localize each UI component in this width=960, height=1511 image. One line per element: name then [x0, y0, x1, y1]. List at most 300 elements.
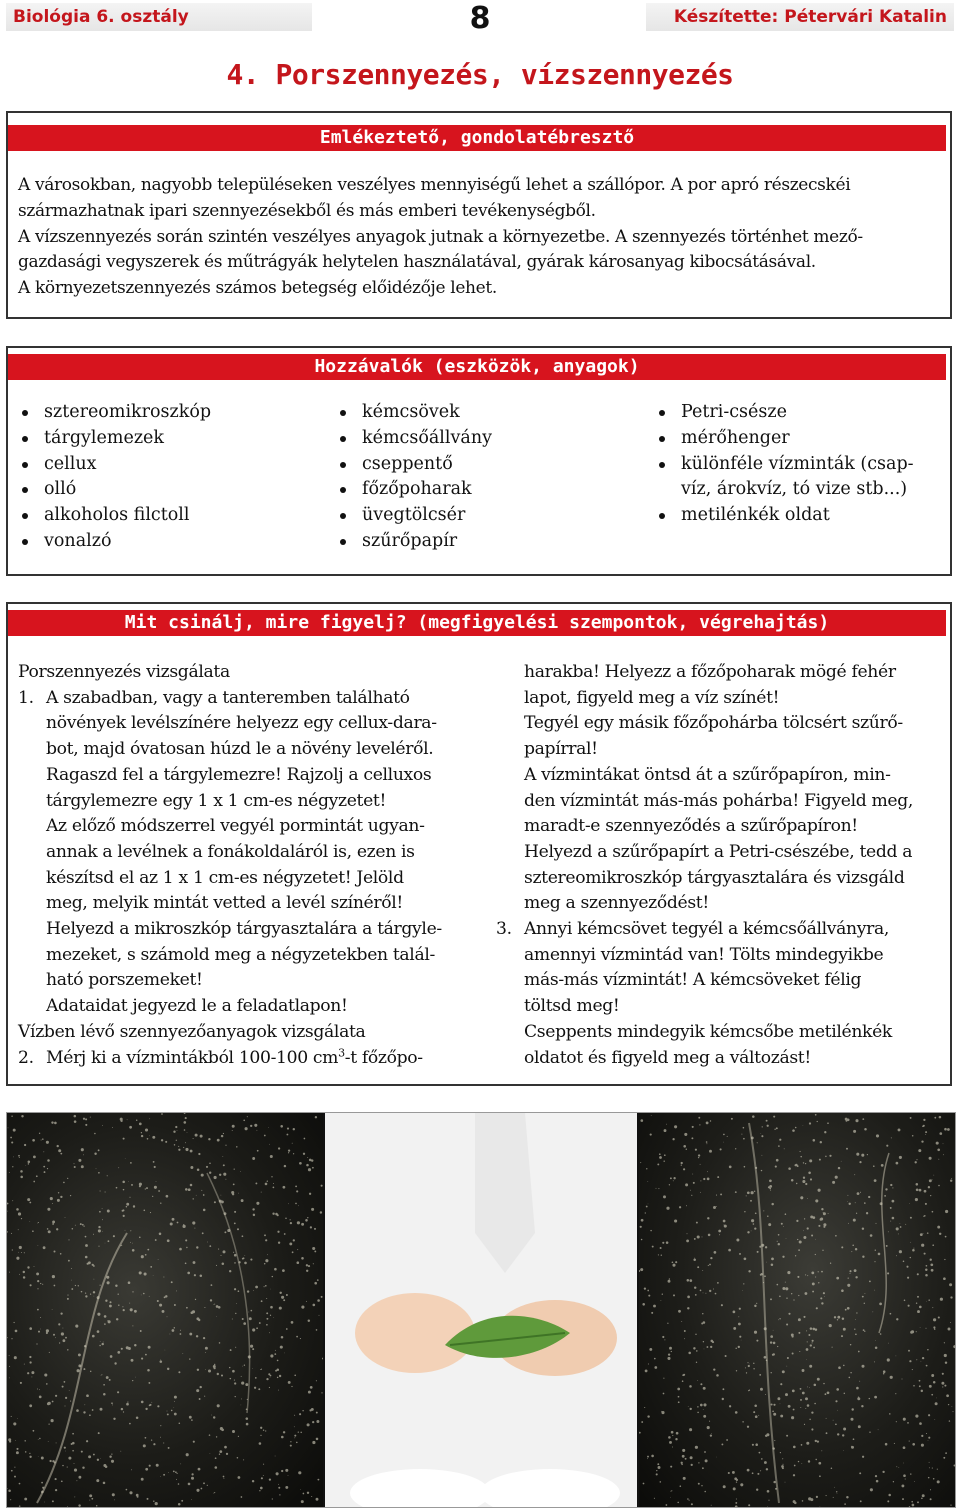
dust-speck [314, 1282, 317, 1285]
dust-speck [723, 1485, 726, 1488]
dust-speck [930, 1263, 933, 1266]
dust-speck [176, 1140, 177, 1141]
dust-speck [920, 1327, 921, 1328]
dust-speck [691, 1464, 693, 1466]
dust-speck [176, 1290, 177, 1291]
dust-speck [293, 1128, 295, 1130]
dust-speck [264, 1135, 266, 1137]
dust-speck [263, 1430, 264, 1431]
dust-speck [242, 1235, 244, 1237]
dust-speck [741, 1134, 742, 1135]
dust-speck [81, 1165, 84, 1168]
step-line: Annyi kémcsövet tegyél a kémcsőállványra, [524, 919, 890, 940]
dust-speck [876, 1480, 879, 1483]
dust-speck [14, 1467, 15, 1468]
dust-speck [807, 1227, 809, 1229]
step-text: Mérj ki a vízmintákból 100-100 cm [46, 1047, 339, 1068]
dust-speck [276, 1472, 279, 1475]
dust-speck [90, 1117, 91, 1118]
dust-speck [908, 1305, 910, 1307]
dust-speck [738, 1323, 741, 1326]
dust-speck [99, 1345, 101, 1347]
dust-speck [775, 1166, 777, 1168]
dust-speck [929, 1467, 930, 1468]
dust-speck [177, 1130, 178, 1131]
dust-speck [847, 1195, 848, 1196]
dust-speck [892, 1217, 895, 1220]
dust-speck [173, 1131, 175, 1133]
dust-speck [869, 1281, 871, 1283]
dust-speck [912, 1443, 915, 1446]
dust-speck [684, 1133, 687, 1136]
dust-speck [798, 1461, 799, 1462]
dust-speck [7, 1211, 8, 1212]
dust-speck [796, 1220, 798, 1222]
dust-speck [296, 1442, 298, 1444]
dust-speck [755, 1212, 757, 1214]
dust-speck [862, 1118, 864, 1120]
dust-speck [23, 1271, 25, 1273]
dust-speck [59, 1342, 60, 1343]
dust-speck [641, 1219, 644, 1222]
dust-speck [159, 1304, 162, 1307]
dust-speck [703, 1341, 704, 1342]
dust-speck [722, 1388, 724, 1390]
dust-speck [18, 1252, 19, 1253]
dust-speck [924, 1215, 926, 1217]
dust-speck [219, 1454, 220, 1455]
dust-speck [232, 1130, 233, 1131]
dust-speck [74, 1496, 75, 1497]
dust-speck [213, 1493, 214, 1494]
dust-speck [256, 1327, 258, 1329]
dust-speck [682, 1455, 685, 1458]
dust-speck [47, 1208, 50, 1211]
dust-speck [765, 1394, 766, 1395]
dust-speck [870, 1234, 873, 1237]
dust-speck [760, 1388, 763, 1391]
dust-speck [672, 1138, 674, 1140]
dust-speck [291, 1321, 294, 1324]
dust-speck [229, 1270, 231, 1272]
dust-speck [898, 1128, 901, 1131]
dust-speck [29, 1221, 30, 1222]
step-line: papírral! [524, 739, 598, 760]
dust-speck [736, 1239, 739, 1242]
dust-speck [76, 1409, 79, 1412]
dust-speck [179, 1422, 181, 1424]
dust-speck [39, 1133, 40, 1134]
dust-speck [926, 1365, 928, 1367]
dust-speck [946, 1394, 949, 1397]
dust-speck [693, 1347, 695, 1349]
dust-speck [62, 1386, 64, 1388]
dust-speck [689, 1500, 690, 1501]
dust-speck [241, 1405, 242, 1406]
dust-speck [752, 1444, 754, 1446]
dust-speck [647, 1290, 649, 1292]
dust-speck [17, 1418, 18, 1419]
dust-speck [680, 1485, 682, 1487]
dust-speck [225, 1179, 226, 1180]
dust-speck [756, 1489, 758, 1491]
dust-speck [61, 1480, 63, 1482]
dust-speck [849, 1270, 851, 1272]
dust-speck [809, 1159, 812, 1162]
dust-speck [765, 1246, 767, 1248]
dust-speck [921, 1390, 923, 1392]
dust-speck [929, 1157, 932, 1160]
dust-speck [267, 1181, 268, 1182]
dust-speck [903, 1463, 904, 1464]
dust-speck [942, 1386, 943, 1387]
dust-speck [260, 1369, 261, 1370]
dust-speck [704, 1349, 705, 1350]
dust-speck [312, 1441, 315, 1444]
dust-speck [298, 1205, 299, 1206]
dust-speck [188, 1188, 191, 1191]
dust-speck [230, 1349, 232, 1351]
dust-speck [700, 1164, 701, 1165]
dust-speck [252, 1480, 254, 1482]
dust-speck [143, 1293, 145, 1295]
dust-speck [661, 1300, 662, 1301]
dust-speck [792, 1129, 795, 1132]
dust-speck [288, 1381, 291, 1384]
dust-speck [700, 1404, 703, 1407]
dust-speck [40, 1317, 41, 1318]
dust-speck [173, 1471, 175, 1473]
dust-speck [654, 1358, 656, 1360]
dust-speck [739, 1308, 741, 1310]
dust-speck [681, 1462, 683, 1464]
dust-speck [272, 1213, 274, 1215]
dust-speck [63, 1182, 65, 1184]
dust-speck [236, 1146, 237, 1147]
dust-speck [672, 1435, 673, 1436]
dust-speck [65, 1397, 67, 1399]
dust-speck [813, 1139, 816, 1142]
dust-speck [812, 1291, 814, 1293]
dust-speck [922, 1357, 924, 1359]
dust-speck [185, 1188, 188, 1191]
dust-speck [170, 1222, 173, 1225]
dust-speck [756, 1303, 757, 1304]
dust-speck [687, 1307, 689, 1309]
dust-particles-2 [639, 1113, 955, 1507]
dust-speck [132, 1325, 133, 1326]
dust-speck [187, 1132, 188, 1133]
dust-speck [860, 1500, 862, 1502]
dust-speck [760, 1274, 762, 1276]
dust-speck [29, 1202, 31, 1204]
dust-speck [707, 1178, 710, 1181]
dust-speck [898, 1467, 899, 1468]
dust-speck [770, 1341, 772, 1343]
dust-speck [241, 1496, 243, 1498]
dust-speck [761, 1170, 762, 1171]
dust-speck [805, 1274, 806, 1275]
dust-speck [801, 1444, 803, 1446]
dust-speck [211, 1415, 212, 1416]
dust-speck [7, 1337, 8, 1338]
dust-speck [217, 1373, 219, 1375]
dust-speck [703, 1409, 704, 1410]
dust-speck [18, 1229, 19, 1230]
dust-speck [195, 1134, 198, 1137]
dust-speck [141, 1135, 143, 1137]
dust-speck [752, 1472, 754, 1474]
dust-speck [777, 1284, 779, 1286]
dust-speck [700, 1180, 701, 1181]
dust-speck [214, 1201, 216, 1203]
page-header [0, 0, 960, 36]
dust-speck [54, 1122, 57, 1125]
dust-speck [837, 1410, 838, 1411]
dust-speck [901, 1484, 904, 1487]
dust-speck [78, 1353, 81, 1356]
dust-speck [121, 1348, 123, 1350]
dust-speck [244, 1255, 245, 1256]
dust-speck [716, 1206, 717, 1207]
dust-speck [770, 1298, 772, 1300]
dust-speck [306, 1270, 308, 1272]
dust-speck [770, 1190, 771, 1191]
dust-speck [191, 1311, 194, 1314]
dust-speck [196, 1389, 199, 1392]
dust-speck [74, 1120, 77, 1123]
dust-speck [277, 1377, 279, 1379]
dust-speck [312, 1167, 314, 1169]
dust-speck [793, 1500, 796, 1503]
dust-speck [939, 1233, 941, 1235]
dust-speck [773, 1413, 776, 1416]
dust-speck [185, 1117, 187, 1119]
dust-speck [47, 1228, 49, 1230]
dust-speck [234, 1211, 236, 1213]
dust-speck [196, 1335, 198, 1337]
dust-speck [186, 1307, 188, 1309]
dust-speck [710, 1346, 712, 1348]
dust-speck [853, 1219, 856, 1222]
dust-speck [211, 1284, 213, 1286]
dust-speck [797, 1239, 798, 1240]
list-item: főzőpoharak [334, 477, 634, 503]
dust-speck [29, 1356, 31, 1358]
dust-speck [926, 1433, 927, 1434]
dust-speck [810, 1215, 813, 1218]
dust-speck [691, 1503, 693, 1505]
dust-speck [126, 1203, 129, 1206]
dust-speck [910, 1217, 912, 1219]
dust-speck [162, 1310, 165, 1313]
dust-speck [56, 1228, 58, 1230]
dust-speck [664, 1339, 665, 1340]
dust-speck [772, 1410, 774, 1412]
dust-speck [876, 1134, 879, 1137]
dust-speck [186, 1453, 189, 1456]
dust-speck [752, 1115, 755, 1118]
dust-speck [44, 1502, 45, 1503]
dust-speck [795, 1255, 796, 1256]
dust-speck [650, 1134, 652, 1136]
dust-speck [931, 1374, 934, 1377]
dust-speck [859, 1161, 861, 1163]
dust-speck [851, 1446, 852, 1447]
dust-speck [713, 1368, 715, 1370]
dust-speck [641, 1239, 643, 1241]
dust-speck [71, 1443, 73, 1445]
dust-speck [874, 1179, 877, 1182]
dust-speck [708, 1234, 711, 1237]
dust-speck [784, 1148, 785, 1149]
dust-speck [729, 1166, 732, 1169]
dust-speck [238, 1436, 239, 1437]
dust-speck [191, 1499, 192, 1500]
dust-speck [949, 1420, 950, 1421]
dust-speck [171, 1281, 173, 1283]
dust-speck [156, 1181, 157, 1182]
dust-speck [761, 1155, 762, 1156]
dust-speck [316, 1498, 319, 1501]
dust-speck [811, 1235, 813, 1237]
dust-speck [71, 1268, 72, 1269]
dust-speck [883, 1370, 886, 1373]
dust-speck [200, 1135, 203, 1138]
dust-speck [10, 1499, 11, 1500]
dust-speck [666, 1124, 667, 1125]
dust-speck [720, 1193, 722, 1195]
dust-speck [198, 1153, 200, 1155]
dust-speck [933, 1318, 936, 1321]
dust-speck [317, 1279, 319, 1281]
dust-speck [157, 1300, 159, 1302]
dust-speck [52, 1309, 53, 1310]
dust-speck [884, 1195, 886, 1197]
dust-speck [300, 1432, 301, 1433]
dust-speck [817, 1121, 818, 1122]
dust-speck [214, 1176, 217, 1179]
dust-speck [705, 1293, 706, 1294]
dust-speck [688, 1406, 689, 1407]
dust-speck [758, 1415, 759, 1416]
dust-speck [662, 1294, 663, 1295]
dust-speck [874, 1290, 875, 1291]
dust-speck [112, 1127, 113, 1128]
dust-speck [312, 1247, 315, 1250]
materials-list-1 [16, 400, 316, 555]
dust-speck [149, 1296, 150, 1297]
step-line: mezeket, s számold meg a négyzetekben talál- [46, 944, 435, 965]
dust-speck [746, 1195, 747, 1196]
dust-speck [692, 1126, 694, 1128]
materials-list-2 [334, 400, 634, 555]
dust-speck [807, 1386, 808, 1387]
dust-speck [38, 1331, 40, 1333]
dust-speck [93, 1234, 94, 1235]
dust-speck [909, 1506, 910, 1507]
dust-speck [158, 1259, 159, 1260]
dust-speck [278, 1487, 280, 1489]
dust-speck [309, 1159, 312, 1162]
dust-speck [815, 1199, 818, 1202]
dust-speck [78, 1159, 81, 1162]
dust-speck [909, 1441, 910, 1442]
dust-speck [894, 1443, 895, 1444]
dust-speck [46, 1329, 49, 1332]
dust-speck [104, 1315, 107, 1318]
dust-speck [28, 1163, 30, 1165]
dust-speck [65, 1217, 66, 1218]
dust-speck [121, 1408, 123, 1410]
step-line: Ragaszd fel a tárgylemezre! Rajzolj a celluxos [46, 764, 432, 785]
dust-speck [886, 1145, 888, 1147]
dust-speck [650, 1230, 651, 1231]
dust-speck [208, 1138, 210, 1140]
dust-speck [210, 1299, 212, 1301]
dust-speck [196, 1489, 199, 1492]
dust-speck [869, 1432, 870, 1433]
dust-speck [695, 1334, 696, 1335]
dust-speck [260, 1435, 261, 1436]
dust-speck [306, 1264, 308, 1266]
dust-speck [131, 1184, 133, 1186]
dust-speck [223, 1476, 225, 1478]
dust-speck [639, 1270, 640, 1272]
dust-speck [46, 1383, 48, 1385]
dust-speck [781, 1223, 783, 1225]
dust-speck [125, 1230, 126, 1231]
dust-speck [950, 1296, 952, 1298]
list-item: szűrőpapír [334, 529, 634, 555]
dust-speck [944, 1342, 945, 1343]
dust-speck [917, 1310, 920, 1313]
step-line: harakba! Helyezz a főzőpoharak mögé fehér [524, 662, 896, 682]
dust-speck [663, 1160, 664, 1161]
dust-speck [651, 1455, 654, 1458]
dust-speck [57, 1145, 59, 1147]
dust-speck [214, 1364, 215, 1365]
list-item: tárgylemezek [16, 426, 316, 452]
dust-speck [266, 1324, 268, 1326]
dust-speck [843, 1428, 846, 1431]
dust-speck [296, 1261, 299, 1264]
dust-speck [953, 1345, 955, 1348]
dust-speck [55, 1478, 57, 1480]
dust-speck [8, 1438, 11, 1441]
dust-speck [278, 1147, 280, 1149]
dust-speck [701, 1485, 702, 1486]
dust-speck [873, 1165, 875, 1167]
dust-speck [848, 1278, 849, 1279]
dust-speck [129, 1303, 130, 1304]
dust-speck [696, 1350, 698, 1352]
dust-speck [55, 1489, 57, 1491]
dust-speck [201, 1488, 203, 1490]
dust-speck [761, 1458, 763, 1460]
dust-speck [661, 1255, 662, 1256]
dust-speck [738, 1316, 739, 1317]
dust-speck [279, 1494, 280, 1495]
dust-speck [847, 1284, 850, 1287]
dust-speck [27, 1372, 29, 1374]
dust-speck [298, 1431, 299, 1432]
dust-speck [132, 1243, 133, 1244]
dust-speck [670, 1497, 671, 1498]
dust-speck [202, 1232, 204, 1234]
dust-speck [85, 1236, 87, 1238]
dust-speck [288, 1152, 289, 1153]
